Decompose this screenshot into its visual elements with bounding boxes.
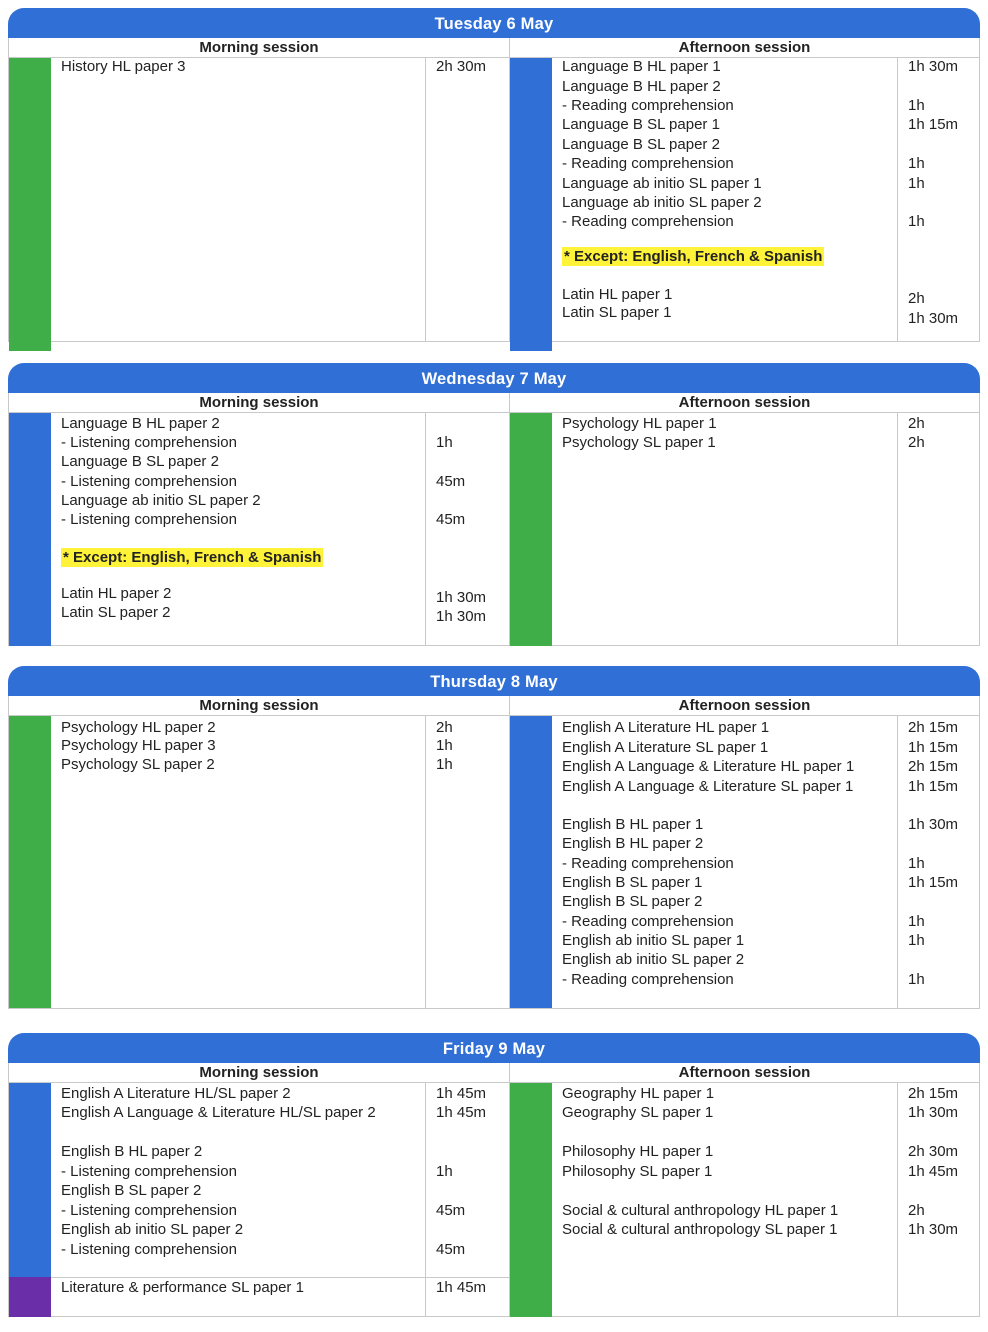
exam-subject xyxy=(562,855,734,873)
exam-subject xyxy=(562,1202,838,1220)
exam-subject xyxy=(562,136,720,154)
exam-duration: 1h 30m xyxy=(436,589,487,606)
exam-subject-text: Latin HL paper 2 xyxy=(61,585,172,602)
exam-subject xyxy=(61,1163,237,1181)
exam-subject-text: Latin SL paper 1 xyxy=(562,304,672,321)
exam-subject xyxy=(562,758,854,776)
exam-subject xyxy=(562,816,703,834)
morning-session xyxy=(9,413,509,645)
exam-subject xyxy=(562,719,769,737)
exam-subject xyxy=(562,175,762,193)
exam-subject-text: History HL paper 3 xyxy=(61,58,186,75)
exam-subject xyxy=(61,1104,376,1122)
day-title: Thursday 8 May xyxy=(8,666,980,696)
exam-duration: 1h 30m xyxy=(908,1104,959,1121)
exam-subject xyxy=(562,116,720,134)
morning-session-header: Morning session xyxy=(9,696,509,716)
day-title: Wednesday 7 May xyxy=(8,363,980,393)
exam-subject-text: English B SL paper 1 xyxy=(562,874,703,891)
exam-subject xyxy=(562,1104,713,1122)
exam-subject xyxy=(562,213,734,231)
exam-subject xyxy=(61,492,261,510)
exam-duration: 2h xyxy=(908,1202,925,1219)
exam-subject-text: - Listening comprehension xyxy=(61,434,237,451)
exam-subject-text: Psychology SL paper 1 xyxy=(562,434,716,451)
exam-subject-text: Psychology HL paper 3 xyxy=(61,737,216,754)
exam-subject-text: Latin SL paper 2 xyxy=(61,604,171,621)
exam-subject-text: English B HL paper 1 xyxy=(562,816,704,833)
exam-subject xyxy=(61,549,323,567)
day-block xyxy=(8,363,980,646)
blue-subject-group-bar xyxy=(510,58,552,351)
exception-note: * Except: English, French & Spanish xyxy=(564,248,823,265)
exam-subject-text: - Listening comprehension xyxy=(61,473,237,490)
exam-subject-text: English B HL paper 2 xyxy=(61,1143,203,1160)
exam-subject-text: Social & cultural anthropology SL paper 1 xyxy=(562,1221,838,1238)
exam-duration: 1h xyxy=(436,434,453,451)
blue-subject-group-bar xyxy=(510,716,552,1008)
exam-duration: 2h 30m xyxy=(436,58,487,75)
exam-subject xyxy=(562,739,768,757)
exam-duration: 45m xyxy=(436,1202,466,1219)
exam-subject-text: - Reading comprehension xyxy=(562,155,734,172)
exam-subject-text: - Listening comprehension xyxy=(61,1241,237,1258)
exam-subject xyxy=(562,58,721,76)
exam-subject-text: English B SL paper 2 xyxy=(562,893,703,910)
exam-subject-text: Language ab initio SL paper 2 xyxy=(61,492,261,509)
exam-duration: 1h 45m xyxy=(436,1104,487,1121)
afternoon-session-header: Afternoon session xyxy=(509,1063,979,1083)
exam-duration: 1h 45m xyxy=(436,1085,487,1102)
exam-duration: 1h 45m xyxy=(908,1163,959,1180)
exam-subject-text: Language B SL paper 1 xyxy=(562,116,720,133)
exam-duration: 1h xyxy=(436,1163,453,1180)
exam-duration: 1h 15m xyxy=(908,116,959,133)
exam-subject xyxy=(562,1085,714,1103)
exam-subject-text: Literature & performance SL paper 1 xyxy=(61,1279,304,1296)
exam-subject xyxy=(562,932,744,950)
exam-duration: 1h 30m xyxy=(908,1221,959,1238)
exam-subject-text: Philosophy HL paper 1 xyxy=(562,1143,714,1160)
blue-subject-group-bar xyxy=(9,1083,51,1277)
exam-subject xyxy=(562,248,824,266)
exam-subject xyxy=(61,511,237,529)
exam-duration: 2h xyxy=(908,290,925,307)
exam-subject-text: Language ab initio SL paper 1 xyxy=(562,175,762,192)
blue-subject-group-bar xyxy=(9,413,51,646)
exam-subject xyxy=(562,415,717,433)
exam-subject xyxy=(562,1143,713,1161)
day-table xyxy=(8,393,980,646)
day-block xyxy=(8,666,980,1009)
exam-subject-text: English A Language & Literature SL paper 1 xyxy=(562,778,854,795)
day-title: Friday 9 May xyxy=(8,1033,980,1063)
exam-subject-text: Geography HL paper 1 xyxy=(562,1085,715,1102)
exam-subject-text: Language B SL paper 2 xyxy=(61,453,219,470)
exam-subject-text: English A Literature HL/SL paper 2 xyxy=(61,1085,291,1102)
exam-subject-text: Social & cultural anthropology HL paper 1 xyxy=(562,1202,839,1219)
exam-subject xyxy=(562,951,744,969)
exam-subject xyxy=(562,874,702,892)
exam-duration: 1h xyxy=(436,756,453,773)
green-subject-group-bar xyxy=(510,1083,552,1317)
exam-subject xyxy=(61,415,220,433)
exam-subject xyxy=(562,304,672,322)
exam-duration: 1h xyxy=(908,855,925,872)
exam-subject-text: - Reading comprehension xyxy=(562,97,734,114)
exam-duration: 1h 15m xyxy=(908,874,959,891)
exam-subject-text: Psychology HL paper 2 xyxy=(61,719,216,736)
green-subject-group-bar xyxy=(510,413,552,646)
exam-subject-text: Geography SL paper 1 xyxy=(562,1104,714,1121)
day-block xyxy=(8,1033,980,1317)
exception-note: * Except: English, French & Spanish xyxy=(63,549,322,566)
exam-subject xyxy=(61,1202,237,1220)
purple-subject-group-bar xyxy=(9,1277,51,1317)
exam-subject xyxy=(562,286,672,304)
day-block xyxy=(8,8,980,342)
exam-subject-text: Language B HL paper 2 xyxy=(61,415,220,432)
exam-duration: 1h 30m xyxy=(908,58,959,75)
exam-duration: 1h xyxy=(436,737,453,754)
exam-subject-text: English A Literature HL paper 1 xyxy=(562,719,770,736)
morning-session xyxy=(9,1083,509,1316)
exam-duration: 1h xyxy=(908,155,925,172)
exam-subject-text: Language B SL paper 2 xyxy=(562,136,720,153)
exam-duration: 45m xyxy=(436,1241,466,1258)
exam-subject-text: - Listening comprehension xyxy=(61,1163,237,1180)
exam-duration: 2h xyxy=(436,719,453,736)
exam-duration: 1h xyxy=(908,971,925,988)
exam-duration: 2h xyxy=(908,415,925,432)
morning-session-header: Morning session xyxy=(9,393,509,413)
exam-subject xyxy=(61,604,171,622)
exam-duration: 2h 15m xyxy=(908,1085,959,1102)
exam-duration: 45m xyxy=(436,473,466,490)
exam-duration: 2h 30m xyxy=(908,1143,959,1160)
exam-subject-text: - Reading comprehension xyxy=(562,855,734,872)
exam-subject-text: - Listening comprehension xyxy=(61,1202,237,1219)
afternoon-session-header: Afternoon session xyxy=(509,38,979,58)
exam-subject xyxy=(61,719,216,737)
exam-subject xyxy=(61,58,186,76)
exam-subject xyxy=(61,434,237,452)
exam-subject xyxy=(61,1143,202,1161)
exam-duration: 1h xyxy=(908,913,925,930)
afternoon-session xyxy=(509,413,979,645)
exam-duration: 1h xyxy=(908,175,925,192)
day-table xyxy=(8,696,980,1009)
exam-subject-text: English A Literature SL paper 1 xyxy=(562,739,769,756)
exam-subject-text: Psychology HL paper 1 xyxy=(562,415,717,432)
exam-duration: 1h 15m xyxy=(908,778,959,795)
morning-session-header: Morning session xyxy=(9,1063,509,1083)
exam-subject-text: - Reading comprehension xyxy=(562,213,734,230)
exam-duration: 2h xyxy=(908,434,925,451)
day-title: Tuesday 6 May xyxy=(8,8,980,38)
afternoon-session-header: Afternoon session xyxy=(509,393,979,413)
exam-subject xyxy=(562,971,734,989)
exam-duration: 1h 30m xyxy=(436,608,487,625)
exam-subject xyxy=(562,155,734,173)
exam-subject xyxy=(562,434,716,452)
exam-subject xyxy=(61,1221,243,1239)
exam-subject-text: English ab initio SL paper 2 xyxy=(562,951,745,968)
exam-subject xyxy=(562,893,702,911)
exam-duration: 1h 30m xyxy=(908,310,959,327)
morning-session xyxy=(9,716,509,1008)
exam-subject xyxy=(61,1241,237,1259)
exam-subject-text: Language B HL paper 1 xyxy=(562,58,721,75)
exam-duration: 2h 15m xyxy=(908,719,959,736)
exam-subject xyxy=(61,737,216,755)
afternoon-session-header: Afternoon session xyxy=(509,696,979,716)
exam-duration: 1h xyxy=(908,932,925,949)
exam-subject xyxy=(61,453,219,471)
day-table xyxy=(8,38,980,342)
exam-subject-text: English ab initio SL paper 2 xyxy=(61,1221,244,1238)
duration-column xyxy=(425,58,509,341)
exam-subject-text: Philosophy SL paper 1 xyxy=(562,1163,713,1180)
exam-subject-text: English B HL paper 2 xyxy=(562,835,704,852)
exam-subject xyxy=(562,194,762,212)
exam-duration: 1h 45m xyxy=(436,1279,487,1296)
exam-subject-text: Language B HL paper 2 xyxy=(562,78,721,95)
exam-subject xyxy=(562,913,734,931)
exam-subject xyxy=(562,97,734,115)
exam-subject xyxy=(562,1221,837,1239)
exam-duration: 1h xyxy=(908,213,925,230)
exam-duration: 1h 15m xyxy=(908,739,959,756)
exam-subject xyxy=(562,1163,712,1181)
exam-subject-text: English A Language & Literature HL/SL paper 2 xyxy=(61,1104,376,1121)
exam-subject-text: English B SL paper 2 xyxy=(61,1182,202,1199)
morning-session-header: Morning session xyxy=(9,38,509,58)
exam-subject-text: - Reading comprehension xyxy=(562,971,734,988)
exam-duration: 2h 15m xyxy=(908,758,959,775)
exam-duration: 1h xyxy=(908,97,925,114)
exam-subject xyxy=(562,778,853,796)
exam-subject-text: Latin HL paper 1 xyxy=(562,286,673,303)
exam-subject xyxy=(562,835,703,853)
row-divider xyxy=(51,1277,509,1278)
exam-duration: 45m xyxy=(436,511,466,528)
exam-subject-text: English ab initio SL paper 1 xyxy=(562,932,745,949)
exam-subject-text: - Listening comprehension xyxy=(61,511,237,528)
morning-session xyxy=(9,58,509,341)
afternoon-session xyxy=(509,716,979,1008)
exam-duration: 1h 30m xyxy=(908,816,959,833)
exam-subject xyxy=(562,78,721,96)
exam-subject-text: English A Language & Literature HL paper 1 xyxy=(562,758,855,775)
exam-subject-text: Language ab initio SL paper 2 xyxy=(562,194,762,211)
green-subject-group-bar xyxy=(9,58,51,351)
exam-subject xyxy=(61,1182,201,1200)
exam-subject xyxy=(61,1085,291,1103)
exam-subject xyxy=(61,585,171,603)
afternoon-session xyxy=(509,1083,979,1316)
exam-subject xyxy=(61,473,237,491)
exam-subject xyxy=(61,1279,304,1297)
exam-subject-text: - Reading comprehension xyxy=(562,913,734,930)
exam-subject-text: Psychology SL paper 2 xyxy=(61,756,215,773)
green-subject-group-bar xyxy=(9,716,51,1008)
afternoon-session xyxy=(509,58,979,341)
day-table xyxy=(8,1063,980,1317)
exam-subject xyxy=(61,756,215,774)
